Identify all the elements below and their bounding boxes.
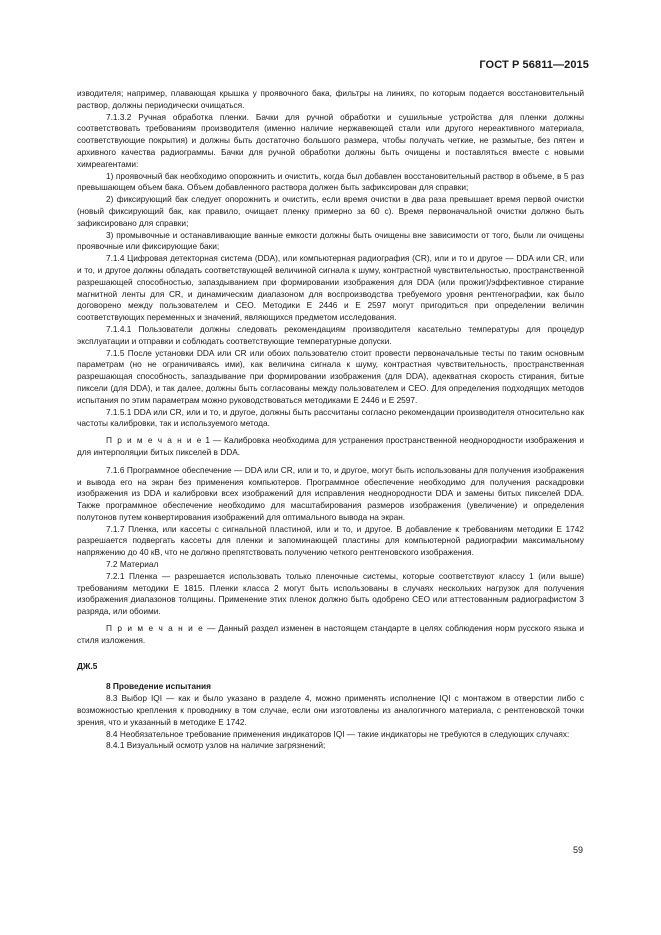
list-item: 3) промывочные и останавливающие ванные емкости должны быть очищены вне зависимости от того, были ли очищены проявочные или фиксирующие баки;: [77, 229, 584, 252]
paragraph: 8.4.1 Визуальный осмотр узлов на наличие загрязнений;: [106, 740, 326, 751]
document-body: [77, 88, 584, 752]
list-item: 2) фиксирующий бак следует опорожнить и очистить, если время очистки в два раза превышает время первой очистки (новый фиксирующий бак, как правило, очищает пленку примерно за 60 с). Время первоначальной очистки должно быть зафиксировано для справки;: [77, 194, 584, 228]
paragraph: 8.4 Необязательное требование применения индикаторов IQI — такие индикаторы не требуются в следующих случаях:: [106, 728, 570, 739]
document-number: ГОСТ Р 56811—2015: [479, 59, 589, 71]
paragraph: 7.1.6 Программное обеспечение — DDA или CR, или и то, и другое, могут быть использованы для получения изображения и вывода его на экран без применения компьютеров. Программное обеспечение необходимо для получения раскадровки изображения из DDA и калибровки всех изображений для исправления неоднородности DDA и замены битых пикселей DDA. Также программное обеспечение необходимо для масштабирования размеров изображения (увеличение) и определения полутонов путем конвертирования изображений для оптимального вывода на экран.: [77, 464, 584, 522]
note-text: 1 — Калибровка необходима для устранения пространственной неоднородности изображения и для интерполяции битых пикселей в DDA.: [77, 435, 584, 457]
note-label: П р и м е ч а н и е: [106, 623, 204, 634]
paragraph: 7.1.7 Пленка, или кассеты с сигнальной пластиной, или и то, и другое. В добавление к требованиям методики E 1742 разрешается подвергать кассеты для пленки и запоминающей пластины для компьютерной радиографии максимальному напряжению до 40 кВ, что не должно препятствовать получению четкого рентгеновского изображения.: [77, 523, 584, 558]
paragraph: 7.1.4.1 Пользователи должны следовать рекомендациям производителя касательно температуры для процедур эксплуатации и отправки и соблюдать соответствующие температурные допуски.: [77, 323, 584, 346]
section-title: 8 Проведение испытания: [106, 681, 211, 692]
list-item: 1) проявочный бак необходимо опорожнить и очистить, когда был добавлен восстановительный раствор в объеме, в 5 раз превышающем объем бака. Объем добавленного раствора должен быть зафиксирован для справки;: [77, 170, 584, 193]
page-number: 59: [572, 845, 583, 855]
note-1: [77, 435, 584, 459]
paragraph: 7.1.5.1 DDA или CR, или и то, и другое, должны быть рассчитаны согласно рекомендации производителя относительно как частоты калибровки, так и используемого метода.: [77, 406, 584, 429]
section-id: ДЖ.5: [77, 660, 98, 671]
paragraph: 7.1.4 Цифровая детекторная система (DDA), или компьютерная радиография (CR), или и то и другое — DDA или CR, или и то, и другое должны обладать соответствующей величиной сигнала к шуму, контрастной чувствительностью, пространственной разрешающей способностью, запаздыванием при формировании изображения для DDA (или прожиг)/эффективное стирание магнитной ленты для CR, и динамическим диапазоном для воспроизводства требуемого уровня рентгенографии, как было договорено между пользователем и CEO. Методики E 2446 и E 2597 могут пригодиться при определении величин соответствующих переменных и значений, являющихся предметом исследования.: [77, 253, 584, 323]
paragraph: 7.1.5 После установки DDA или CR или обоих пользователю стоит провести первоначальные тесты по таким основным параметрам (но не ограничиваясь ими), как величина сигнала к шуму, контрастная чувствительность, пространственная разрешающая способность, запаздывание при формировании изображения (для DDA), адекватная скорость стирания, битые пиксели (для DDA), и так далее, должны быть согласованы между пользователем и CEO. Для определения подходящих методов испытания по этим параметрам можно руководствоваться методиками E 2446 и E 2597.: [77, 347, 584, 405]
paragraph: 8.3 Выбор IQI — как и было указано в разделе 4, можно применять исполнение IQI с монтажом в отверстии либо с возможностью крепления к проводнику в том случае, если они изготовлены из аналогичного материала, с рентгеновской точки зрения, что и указанный в методике E 1742.: [77, 693, 584, 727]
note-label: П р и м е ч а н и е: [106, 435, 203, 446]
paragraph: изводителя; например, плавающая крышка у проявочного бака, фильтры на линиях, по которым подается восстановительный раствор, должны периодически очищаться.: [77, 88, 584, 110]
subsection-heading: 7.2 Материал: [106, 559, 159, 570]
paragraph: 7.1.3.2 Ручная обработка пленки. Бачки для ручной обработки и сушильные устройства для пленки должны соответствовать требованиям производителя (именно наличие нержавеющей стали или другого нереактивного материала, соответствующие покрытия) и должны быть достаточно большого размера, чтобы получать четкие, не размытые, без пятен и архивного качества радиограммы. Бачки для ручной обработки должны быть очищены и поставляться вместе с новыми химреагентами:: [77, 111, 584, 169]
note-2: [77, 623, 584, 647]
note-text: — Данный раздел изменен в настоящем стандарте в целях соблюдения норм русского языка и стиля изложения.: [77, 623, 584, 645]
paragraph: 7.2.1 Пленка — разрешается использовать только пленочные системы, которые соответствуют классу 1 (или выше) требованиям методики E 1815. Пленки класса 2 могут быть использованы в случаях нескольких нагрузок для получения изображения диапазонов толщины. Применение этих пленок должно быть одобрено CEO или аттестованным радиографистом 3 разряда, или обоими.: [77, 570, 584, 617]
